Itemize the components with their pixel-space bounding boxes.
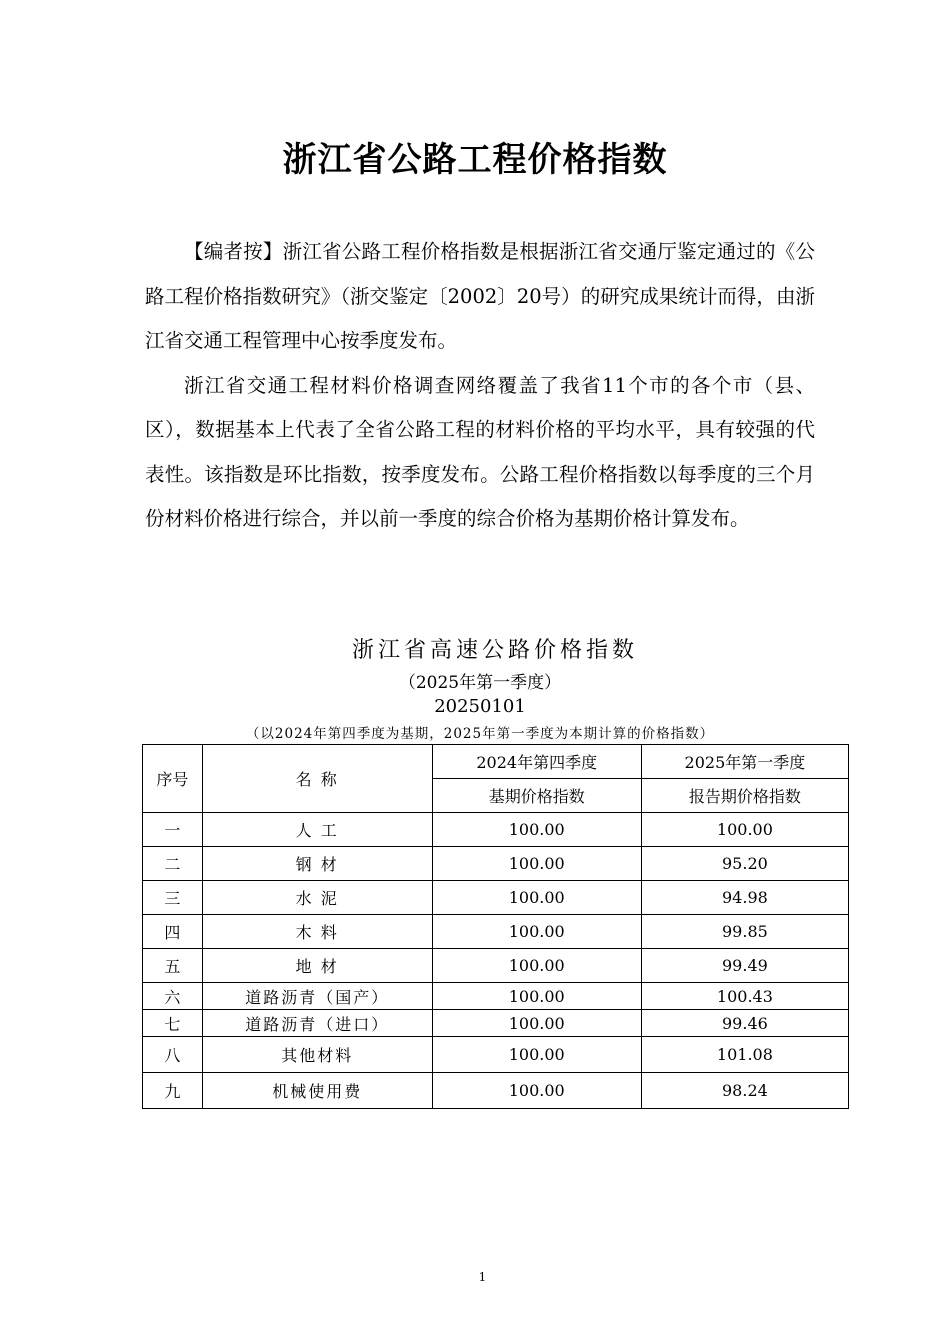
row-name: 机械使用费	[202, 1073, 432, 1109]
table-row	[143, 983, 849, 1010]
price-index-table	[142, 744, 849, 1109]
header-report-period: 2025年第一季度	[641, 745, 848, 779]
row-no: 四	[143, 915, 203, 949]
table-row	[143, 1010, 849, 1037]
row-report: 99.49	[641, 949, 848, 983]
header-name: 名 称	[202, 745, 432, 813]
row-no: 一	[143, 813, 203, 847]
row-name: 钢 材	[202, 847, 432, 881]
row-report: 99.85	[641, 915, 848, 949]
row-report: 100.43	[641, 983, 848, 1010]
row-base: 100.00	[432, 881, 641, 915]
row-report: 99.46	[641, 1010, 848, 1037]
row-name: 木 料	[202, 915, 432, 949]
row-base: 100.00	[432, 1010, 641, 1037]
table-row	[143, 949, 849, 983]
row-base: 100.00	[432, 915, 641, 949]
intro-paragraph: 【编者按】浙江省公路工程价格指数是根据浙江省交通厅鉴定通过的《公路工程价格指数研究》（浙交鉴定〔2002〕20号）的研究成果统计而得，由浙江省交通工程管理中心按季度发布。	[145, 240, 815, 352]
row-base: 100.00	[432, 949, 641, 983]
row-report: 95.20	[641, 847, 848, 881]
header-base-index: 基期价格指数	[432, 779, 641, 813]
table-note: （以2024年第四季度为基期，2025年第一季度为本期计算的价格指数）	[245, 726, 715, 742]
table-quarter: （2025年第一季度）	[398, 673, 562, 693]
table-row	[143, 881, 849, 915]
header-base-period: 2024年第四季度	[432, 745, 641, 779]
header-report-index: 报告期价格指数	[641, 779, 848, 813]
table-code: 20250101	[434, 696, 526, 717]
row-no: 七	[143, 1010, 203, 1037]
row-name: 人 工	[202, 813, 432, 847]
row-no: 三	[143, 881, 203, 915]
intro-paragraph: 浙江省交通工程材料价格调查网络覆盖了我省11个市的各个市（县、区），数据基本上代表了全省公路工程的材料价格的平均水平，具有较强的代表性。该指数是环比指数，按季度发布。公路工程价格指数以每季度的三个月份材料价格进行综合，并以前一季度的综合价格为基期价格计算发布。	[145, 373, 815, 530]
row-no: 五	[143, 949, 203, 983]
row-base: 100.00	[432, 847, 641, 881]
row-name: 道路沥青（国产）	[202, 983, 432, 1010]
table-row	[143, 1037, 849, 1073]
row-base: 100.00	[432, 1073, 641, 1109]
row-report: 94.98	[641, 881, 848, 915]
row-name: 水 泥	[202, 881, 432, 915]
table-row	[143, 915, 849, 949]
row-base: 100.00	[432, 983, 641, 1010]
row-base: 100.00	[432, 1037, 641, 1073]
table-title: 浙江省高速公路价格指数	[351, 638, 638, 663]
row-report: 101.08	[641, 1037, 848, 1073]
row-no: 八	[143, 1037, 203, 1073]
table-row	[143, 847, 849, 881]
row-no: 九	[143, 1073, 203, 1109]
table-header-row	[143, 745, 849, 779]
row-name: 其他材料	[202, 1037, 432, 1073]
row-report: 100.00	[641, 813, 848, 847]
row-no: 二	[143, 847, 203, 881]
table-row	[143, 1073, 849, 1109]
row-report: 98.24	[641, 1073, 848, 1109]
row-base: 100.00	[432, 813, 641, 847]
row-name: 地 材	[202, 949, 432, 983]
table-row	[143, 813, 849, 847]
editor-note	[145, 230, 815, 542]
page-number: 1	[478, 1270, 487, 1284]
header-no: 序号	[143, 745, 203, 813]
row-no: 六	[143, 983, 203, 1010]
row-name: 道路沥青（进口）	[202, 1010, 432, 1037]
page-title: 浙江省公路工程价格指数	[282, 140, 668, 180]
